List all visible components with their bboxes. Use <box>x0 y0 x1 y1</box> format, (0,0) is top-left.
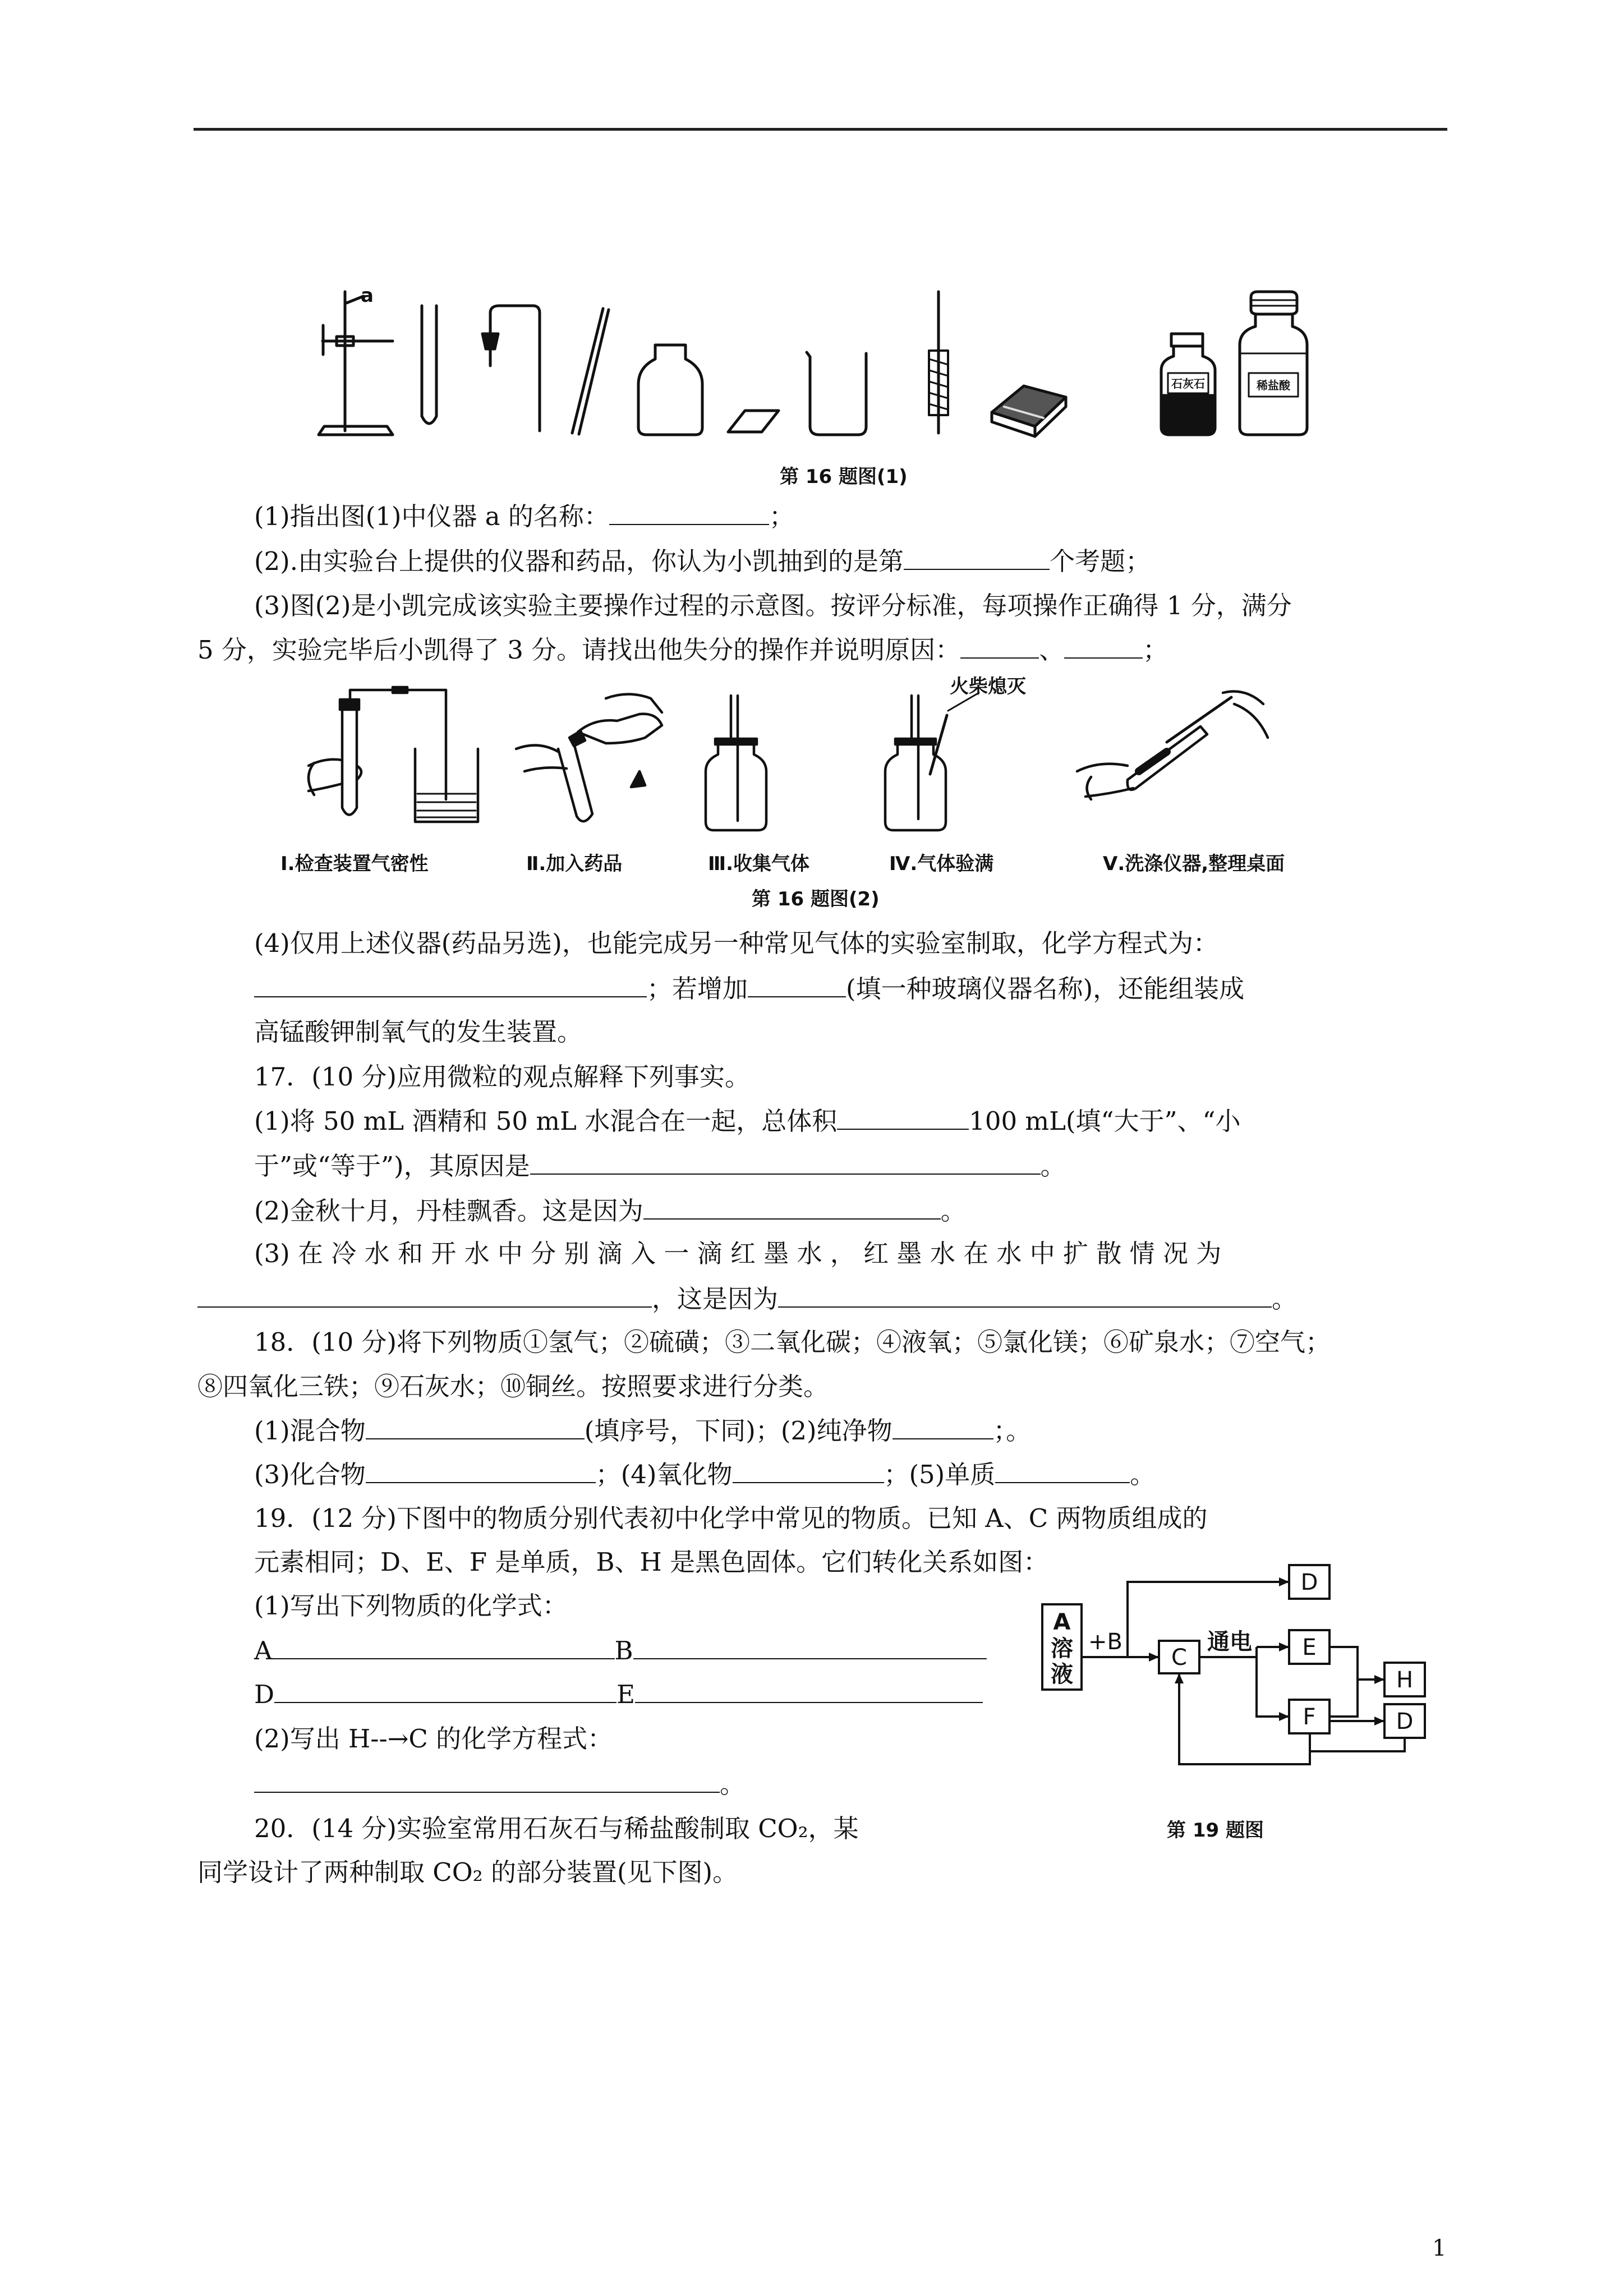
q19-b-label: B <box>614 1636 633 1665</box>
header-rule <box>194 128 1447 131</box>
q18-line4-end: 。 <box>1130 1460 1156 1489</box>
apparatus-a-label: a <box>361 284 374 307</box>
q16-part2 <box>254 544 1151 578</box>
q19-b-blank <box>633 1634 987 1659</box>
q16-part3-line1: (3)图(2)是小凯完成该实验主要操作过程的示意图。按评分标准，每项操作正确得 1 分，满分 <box>254 591 1292 620</box>
beaker-icon <box>807 352 866 435</box>
q18-pure-label: (填序号，下同)；(2)纯净物 <box>584 1416 892 1446</box>
box-h-label: H <box>1396 1667 1414 1693</box>
q16-p3b-sep: 、 <box>1039 635 1065 665</box>
q17-p1b-end: 。 <box>1040 1151 1066 1181</box>
q17-p1a-end: 100 mL(填“大于”、“小 <box>969 1106 1241 1136</box>
q20-line1: 20．(14 分)实验室常用石灰石与稀盐酸制取 CO₂，某 <box>254 1814 859 1843</box>
q16-part4-line2 <box>254 972 1244 1006</box>
limestone-label: 石灰石 <box>1171 377 1205 390</box>
box-e-label: E <box>1302 1635 1317 1660</box>
q19-a-blank <box>273 1634 615 1659</box>
q18-compound-label: (3)化合物 <box>254 1460 366 1489</box>
q19-line2: 元素相同；D、E、F 是单质，B、H 是黑色固体。它们转化关系如图： <box>254 1547 1049 1577</box>
box-f-label: F <box>1303 1704 1316 1730</box>
q18-oxide-blank <box>733 1457 884 1483</box>
figure-19-caption: 第 19 题图 <box>1167 1819 1264 1842</box>
q17-part1-line1 <box>254 1104 1241 1138</box>
q16-p3b-end: ； <box>1143 635 1168 665</box>
q16-p2-text: (2).由实验台上提供的仪器和药品，你认为小凯抽到的是第 <box>254 546 904 576</box>
q19-line4 <box>254 1634 987 1668</box>
q16-p4-instrument-blank <box>748 972 846 997</box>
box-a-char2: 液 <box>1051 1662 1073 1687</box>
stopper-tube-icon <box>482 306 540 431</box>
q18-mixture-label: (1)混合物 <box>254 1416 366 1446</box>
q19-line3: (1)写出下列物质的化学式： <box>254 1591 568 1621</box>
gas-bottle-icon <box>638 345 702 435</box>
q16-part1 <box>254 499 794 533</box>
q16-p3b-text: 5 分，实验完毕后小凯得了 3 分。请找出他失分的操作并说明原因： <box>197 635 961 665</box>
q19-line5 <box>254 1677 983 1711</box>
q18-pure-blank <box>892 1414 993 1439</box>
wash-instruments-icon <box>1077 692 1268 800</box>
q18-line3-end: ；。 <box>993 1416 1032 1446</box>
q16-p4b-end: (填一种玻璃仪器名称)，还能组装成 <box>846 974 1245 1004</box>
q16-p4-equation-blank <box>254 972 647 997</box>
glass-slide-icon <box>728 411 779 432</box>
q18-element-blank <box>995 1457 1130 1483</box>
match-out-annotation: 火柴熄灭 <box>950 675 1026 698</box>
q19-d-label: D <box>254 1680 275 1709</box>
q19-line7 <box>254 1767 745 1801</box>
q17-p2-end: 。 <box>940 1196 966 1226</box>
step-4-label: Ⅳ.气体验满 <box>889 853 994 875</box>
q17-p3b-end: 。 <box>1272 1284 1298 1314</box>
q17-part3-line2 <box>197 1282 1297 1316</box>
collect-gas-icon <box>706 696 766 830</box>
step-1-label: Ⅰ.检查装置气密性 <box>280 853 429 875</box>
q16-p2-blank <box>904 544 1050 570</box>
q19-e-blank <box>635 1677 983 1703</box>
q17-title: 17．(10 分)应用微粒的观点解释下列事实。 <box>254 1062 750 1092</box>
q16-part4-line3: 高锰酸钾制氧气的发生装置。 <box>254 1017 583 1047</box>
q17-p1-reason-blank <box>530 1149 1041 1175</box>
q18-line1: 18．(10 分)将下列物质①氢气；②硫磺；③二氧化碳；④液氧；⑤氯化镁；⑥矿泉水；⑦空气； <box>254 1327 1331 1357</box>
q18-mixture-blank <box>366 1414 585 1439</box>
figure-16-2-caption: 第 16 题图(2) <box>752 888 880 910</box>
q19-equation-blank <box>254 1767 720 1793</box>
q20-line2: 同学设计了两种制取 CO₂ 的部分装置(见下图)。 <box>197 1857 738 1887</box>
add-chemicals-icon <box>516 694 662 822</box>
q16-p3-blank2 <box>1064 633 1143 659</box>
q16-p1-text: (1)指出图(1)中仪器 a 的名称： <box>254 501 609 531</box>
q19-line1: 19．(12 分)下图中的物质分别代表初中化学中常见的物质。已知 A、C 两物质组成的 <box>254 1503 1208 1533</box>
q17-p2-text: (2)金秋十月，丹桂飘香。这是因为 <box>254 1196 643 1226</box>
electrolysis-label: 通电 <box>1207 1629 1252 1655</box>
gas-full-test-icon <box>885 693 979 830</box>
page-number: 1 <box>1432 2235 1447 2261</box>
q16-p1-end: ； <box>769 501 794 531</box>
figure-16-1-apparatus <box>303 284 1436 443</box>
step-3-label: Ⅲ.收集气体 <box>708 853 810 875</box>
test-tube-icon <box>422 306 436 424</box>
q17-part1-line2 <box>254 1149 1066 1183</box>
q16-p2-end: 个考题； <box>1050 546 1151 576</box>
box-d-top-label: D <box>1300 1570 1318 1595</box>
step-5-label: Ⅴ.洗涤仪器,整理桌面 <box>1103 853 1285 875</box>
q18-compound-blank <box>366 1457 596 1483</box>
box-d-bottom-label: D <box>1396 1709 1414 1734</box>
q18-line3 <box>254 1414 1031 1448</box>
q17-p2-blank <box>643 1194 941 1220</box>
q19-line6: (2)写出 H--→C 的化学方程式： <box>254 1724 613 1754</box>
glass-rod-icon <box>572 309 609 434</box>
q19-e-label: E <box>617 1680 635 1709</box>
matchbox-icon <box>992 386 1066 436</box>
q18-element-label: ；(5)单质 <box>884 1460 996 1489</box>
q16-part4-line1: (4)仅用上述仪器(药品另选)，也能完成另一种常见气体的实验室制取，化学方程式为： <box>254 928 1218 958</box>
figure-16-2-operations <box>303 675 1419 836</box>
box-a-char1: 溶 <box>1051 1636 1073 1662</box>
q19-line7-end: 。 <box>720 1769 746 1799</box>
q16-p1-blank <box>609 499 769 525</box>
airtightness-check-icon <box>309 687 478 822</box>
q17-part2 <box>254 1194 966 1228</box>
step-2-label: Ⅱ.加入药品 <box>526 853 623 875</box>
q16-p4b-mid: ；若增加 <box>647 974 748 1004</box>
figure-19-diagram <box>1032 1559 1436 1795</box>
q17-part3-line1: (3) 在 冷 水 和 开 水 中 分 别 滴 入 一 滴 红 墨 水 ， 红 墨 水 在 水 中 扩 散 情 况 为 <box>254 1239 1222 1268</box>
plus-b-label: +B <box>1088 1629 1122 1655</box>
q17-p3b-mid: ，这是因为 <box>652 1284 779 1314</box>
q17-p1-blank <box>837 1104 969 1130</box>
q18-oxide-label: ；(4)氧化物 <box>595 1460 733 1489</box>
iron-stand-icon <box>319 292 393 435</box>
q18-line2: ⑧四氧化三铁；⑨石灰水；⑩铜丝。按照要求进行分类。 <box>197 1372 829 1401</box>
q16-p3-blank1 <box>960 633 1039 659</box>
q17-p1a-text: (1)将 50 mL 酒精和 50 mL 水混合在一起，总体积 <box>254 1106 838 1136</box>
box-a-letter: A <box>1053 1609 1071 1635</box>
test-tube-brush-icon <box>929 292 948 433</box>
q18-line4 <box>254 1457 1155 1492</box>
figure-16-1-caption: 第 16 题图(1) <box>780 466 908 488</box>
hydrochloric-acid-bottle-icon <box>1240 292 1307 435</box>
q17-p3-blank1 <box>197 1282 652 1308</box>
q17-p1b-text: 于”或“等于”)，其原因是 <box>254 1151 530 1181</box>
q16-part3-line2 <box>197 633 1168 667</box>
q19-d-blank <box>274 1677 617 1703</box>
hcl-label: 稀盐酸 <box>1257 379 1290 392</box>
q17-p3-blank2 <box>778 1282 1272 1308</box>
box-c-label: C <box>1171 1645 1187 1671</box>
q19-a-label: A <box>254 1636 273 1665</box>
